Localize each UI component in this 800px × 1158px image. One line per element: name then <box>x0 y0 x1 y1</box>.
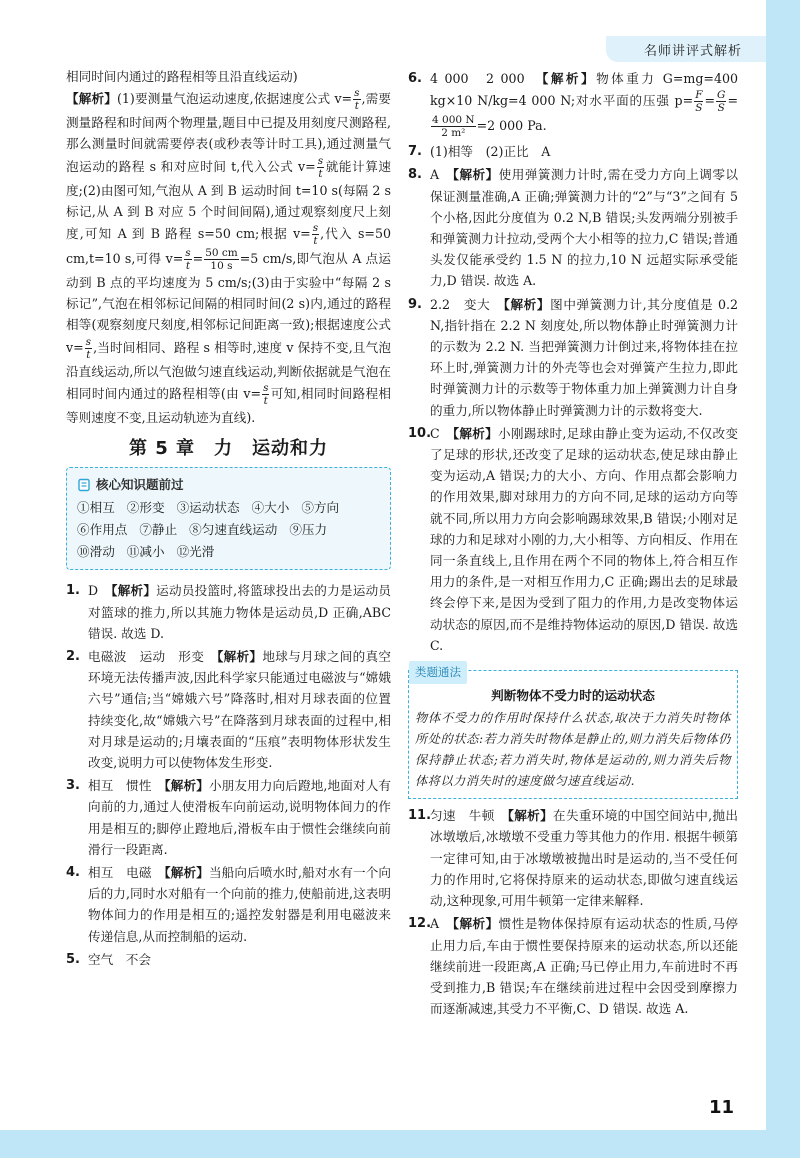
fraction-s-t: $\frac{s}{t}$ <box>185 247 191 273</box>
intro-line: 相同时间内通过的路程相等且沿直线运动) <box>66 69 298 84</box>
answer-item: 1. D 【解析】运动员投篮时,将篮球投出去的力是运动员对篮球的推力,所以其施力物体是运动员,D 正确,ABC 错误. 故选 D. <box>66 583 391 641</box>
running-header: 名师讲评式解析 <box>643 44 742 59</box>
answer-item: 5. 空气 不会 <box>66 951 151 967</box>
knowledge-item: ①相互 <box>77 500 115 516</box>
knowledge-item: ②形变 <box>126 500 165 516</box>
page-number: 11 <box>708 1097 734 1118</box>
chapter-title: 第 5 章 力 运动和力 <box>128 438 329 460</box>
left-column <box>66 66 391 970</box>
analysis-paragraph: 【解析】(1)要测量气泡运动速度,依据速度公式 v= $\frac{s}{t}$ ,需要测量路程和时间两个物理量,题目中已提及用刻度尺测路程,那么测量时间就需要停表(或秒表等计时工具),通过测量气泡运动的路程 s 和对应时间 t,代入公式 v= $\frac{s}{t}$ 就能计算速度;(2)由图可知,气泡从 A 到 B 运动时间 t=10 s(每隔 2 s 标记,从 A 到 B 对应 5 个时间间隔),通过观察刻度尺上刻度,可知 A 到 B 路程 s=50 cm;根据 v= $\frac{s}{t}$ ,代入 s=50 cm,t=10 s,可得 v= $\frac{s}{t}$ = $\frac{50 cm}{10 s}$ =5 cm/s,即气泡从 A 点运动到 B 点的平均速度为 5 cm/s;(3)由于实验中“每隔 2 s 标记”,气泡在相邻标记间隔的相同时间(2 s)内,通过的路程相等(观察刻度尺刻度,相邻标记间距离一致);根据速度公式 v= $\frac{s}{t}$ ,当时间相同、路程 s 相等时,速度 v 保持不变,且气泡沿直线运动,所以气泡做匀速直线运动,判断依据就是气泡在相同时间内通过的路程相等(由 v= $\frac{s}{t}$ 可知,相同时间路程相等则速度不变,且运动轨迹为直线). <box>66 87 392 425</box>
knowledge-items <box>77 497 382 563</box>
knowledge-item: ⑥作用点 <box>77 522 128 538</box>
right-column <box>408 66 738 1019</box>
right-side-band <box>766 0 800 1158</box>
bottom-band <box>0 1130 800 1158</box>
knowledge-item: ⑨压力 <box>289 522 328 538</box>
method-tip-tag: 类题通法 <box>409 661 467 684</box>
knowledge-item: ⑩滑动 <box>77 544 115 560</box>
knowledge-box <box>66 467 391 570</box>
fraction-4000N-2m2: $\frac{4 000 N}{\text{2 m²}}$ <box>432 114 475 140</box>
knowledge-box-header <box>77 474 382 495</box>
knowledge-item: ⑧匀速直线运动 <box>189 522 278 538</box>
answer-item: 8. A 【解析】使用弹簧测力计时,需在受力方向上调零以保证测量准确,A 正确;弹簧测力计的“2”与“3”之间有 5 个小格,因此分度值为 0.2 N,B 错误;头发两端分别被手和弹簧测力计拉动,受两个大小相等的拉力,C 错误;普通头发仅能承受约 1.5 N 的拉力,10 N 远超实际承受能力,D 错误. 故选 A. <box>408 167 738 289</box>
knowledge-item: ③运动状态 <box>176 500 240 516</box>
fraction-s-t: $\frac{s}{t}$ <box>263 381 269 407</box>
answer-item: 9. 2.2 变大 【解析】图中弹簧测力计,其分度值是 0.2 N,指针指在 2.2 N 刻度处,所以物体静止时弹簧测力计的示数为 2.2 N. 当把弹簧测力计倒过来,将物体挂在拉环上时,弹簧测力计的外壳等也会对弹簧产生拉力,即此时弹簧测力计的示数等于物体重力加上弹簧测力计自身的重力,所以物体静止时弹簧测力计的示数将变大. <box>408 296 739 418</box>
answer-item: 7. (1)相等 (2)正比 A <box>408 144 551 160</box>
fraction-F-S: $\frac{F}{S}$ <box>695 89 703 115</box>
fraction-50cm-10s: $\frac{50 cm}{10 s}$ <box>205 247 238 273</box>
knowledge-item: ⑪减小 <box>126 544 165 560</box>
answer-item: 4. 相互 电磁 【解析】当船向后喷水时,船对水有一个向后的力,同时水对船有一个向前的推力,使船前进,这表明物体间力的作用是相互的;遥控发射器是利用电磁波来传递信息,从而控制船的运动. <box>66 865 392 944</box>
answer-item: 6. 4 000 2 000 【解析】物体重力 G=mg=400 kg×10 N/kg=4 000 N;对水平面的压强 p= $\frac{F}{S}$ = $\frac{G}{S}$ = $\frac{4 000 N}{\text{2 m²}}$ =2 000 Pa. <box>408 71 738 140</box>
knowledge-item: ⑤方向 <box>301 500 340 516</box>
knowledge-box-title: 核心知识题前过 <box>96 477 184 493</box>
knowledge-item: ④大小 <box>251 500 290 516</box>
answer-item: 12. A 【解析】惯性是物体保持原有运动状态的性质,马停止用力后,车由于惯性要保持原来的运动状态,所以还能继续前进一段距离,A 正确;马已停止用力,车前进时不再受到推力,B 错误;车在继续前进过程中会因受到摩擦力而逐渐减速,其受力不平衡,C、D 错误. 故选 A. <box>408 916 738 1017</box>
answer-item: 10. C 【解析】小刚踢球时,足球由静止变为运动,不仅改变了足球的形状,还改变了足球的运动状态,使足球由静止变为运动,A 错误;力的大小、方向、作用点都会影响力的作用效果,脚对球用力的方向不同,足球的运动方向等就不同,所以用力方向会影响踢球效果,B 错误;小刚对足球的力和足球对小刚的力,大小相等、方向相反、作用在同一条直线上,且作用在两个不同的物体上,符合相互作用力的条件,是一对相互作用力,C 正确;踢出去的足球最终会停下来,是因为受到了阻力的作用,力是改变物体运动状态的原因,而不是维持物体运动的原因,D 错误. 故选 C. <box>408 425 739 653</box>
method-tip-body: 物体不受力的作用时保持什么状态,取决于力消失时物体所处的状态:若力消失时物体是静止的,则力消失后物体仍保持静止状态;若力消失时,物体是运动的,则力消失后物体将以力消失时的速度做匀速直线运动. <box>415 711 731 789</box>
fraction-s-t: $\frac{s}{t}$ <box>354 87 360 113</box>
analysis-tag: 【解析】 <box>66 91 117 107</box>
top-margin <box>0 0 800 8</box>
method-tip-box <box>408 665 738 799</box>
knowledge-item: ⑫光滑 <box>176 544 215 560</box>
fraction-s-t: $\frac{s}{t}$ <box>85 335 92 361</box>
answer-item: 3. 相互 惯性 【解析】小朋友用力向后蹬地,地面对人有向前的力,通过人使滑板车向前运动,说明物体间力的作用是相互的;脚停止蹬地后,滑板车由于惯性会继续向前滑行一段距离. <box>66 778 392 857</box>
notebook-icon <box>77 478 91 492</box>
fraction-s-t: $\frac{s}{t}$ <box>312 222 319 248</box>
fraction-s-t: $\frac{s}{t}$ <box>317 154 324 180</box>
fraction-G-S: $\frac{G}{S}$ <box>717 89 726 115</box>
knowledge-item: ⑦静止 <box>139 522 178 538</box>
answer-item: 11. 匀速 牛顿 【解析】在失重环境的中国空间站中,抛出冰墩墩后,冰墩墩不受重力等其他力的作用. 根据牛顿第一定律可知,由于冰墩墩被抛出时是运动的,当不受任何力的作用时,它将保持原来的运动状态,即做匀速直线运动,这种现象,可用牛顿第一定律来解释. <box>408 808 739 909</box>
answer-item: 2. 电磁波 运动 形变 【解析】地球与月球之间的真空环境无法传播声波,因此科学家只能通过电磁波与“嫦娥六号”通信;当“嫦娥六号”降落时,相对月球表面的位置持续变化,故“嫦娥六号”在降落到月球表面的过程中,相对月球是运动的;月壤表面的“压痕”表明物体形状发生改变,说明力可以使物体发生形变. <box>66 649 392 771</box>
method-tip-title: 判断物体不受力时的运动状态 <box>491 688 655 704</box>
